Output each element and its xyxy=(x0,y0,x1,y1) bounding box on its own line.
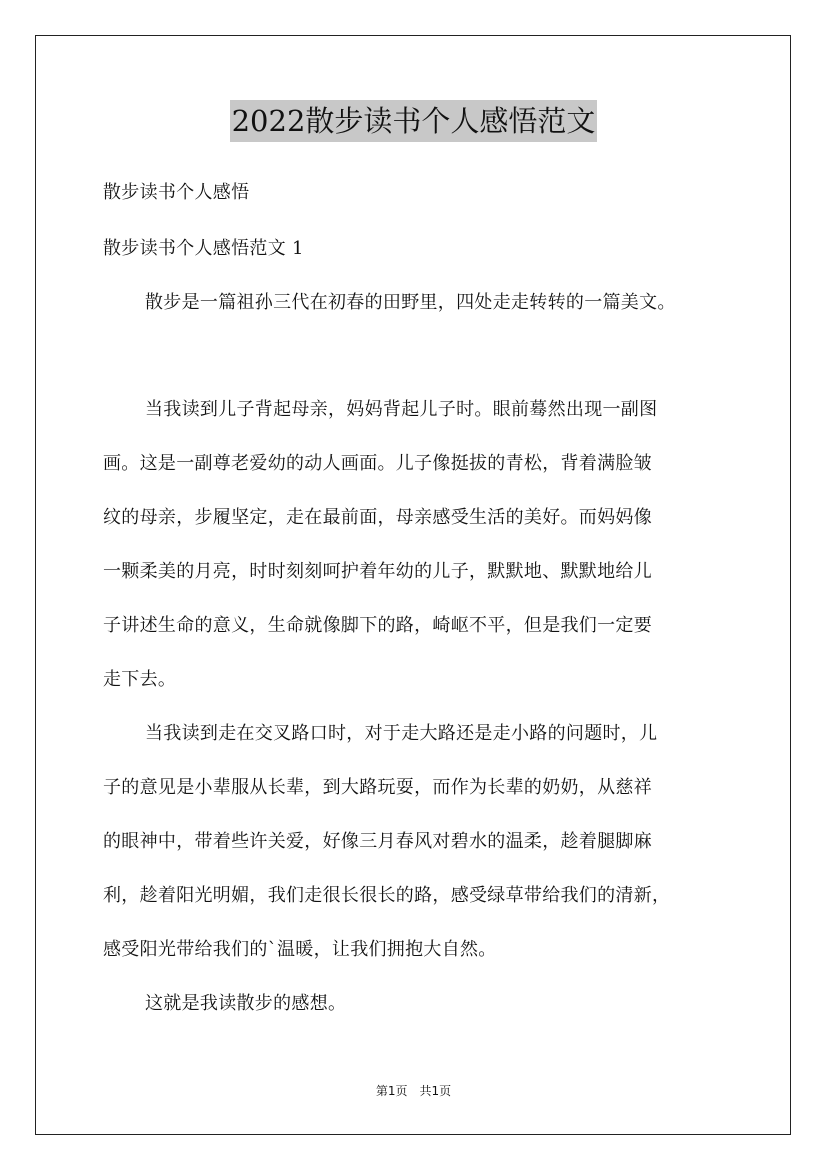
text-line: 画。这是一副尊老爱幼的动人画面。儿子像挺拔的青松，背着满脸皱 xyxy=(103,453,652,474)
text-line: 纹的母亲，步履坚定，走在最前面，母亲感受生活的美好。而妈妈像 xyxy=(103,507,652,528)
title-container xyxy=(0,100,827,142)
document-title: 2022散步读书个人感悟范文 xyxy=(230,100,598,142)
text-line: 一颗柔美的月亮，时时刻刻呵护着年幼的儿子，默默地、默默地给儿 xyxy=(103,561,652,582)
text-line: 当我读到儿子背起母亲，妈妈背起儿子时。眼前蓦然出现一副图 xyxy=(145,399,658,420)
page-number-footer: 第1页 共1页 xyxy=(375,1084,452,1098)
text-line: 的眼神中，带着些许关爱，好像三月春风对碧水的温柔，趁着腿脚麻 xyxy=(103,831,652,852)
text-line: 当我读到走在交叉路口时，对于走大路还是走小路的问题时，儿 xyxy=(145,723,658,744)
text-line: 散步是一篇祖孙三代在初春的田野里，四处走走转转的一篇美文。 xyxy=(145,292,676,313)
text-line: 这就是我读散步的感想。 xyxy=(145,993,347,1014)
text-line: 走下去。 xyxy=(103,669,177,690)
text-line: 利，趁着阳光明媚，我们走很长很长的路，感受绿草带给我们的清新， xyxy=(103,885,671,906)
text-line: 感受阳光带给我们的`温暖，让我们拥抱大自然。 xyxy=(103,939,497,960)
text-line: 子的意见是小辈服从长辈，到大路玩耍，而作为长辈的奶奶，从慈祥 xyxy=(103,777,652,798)
section-heading: 散步读书个人感悟范文 1 xyxy=(103,238,304,259)
text-line: 子讲述生命的意义，生命就像脚下的路，崎岖不平，但是我们一定要 xyxy=(103,615,652,636)
subtitle: 散步读书个人感悟 xyxy=(103,182,250,203)
